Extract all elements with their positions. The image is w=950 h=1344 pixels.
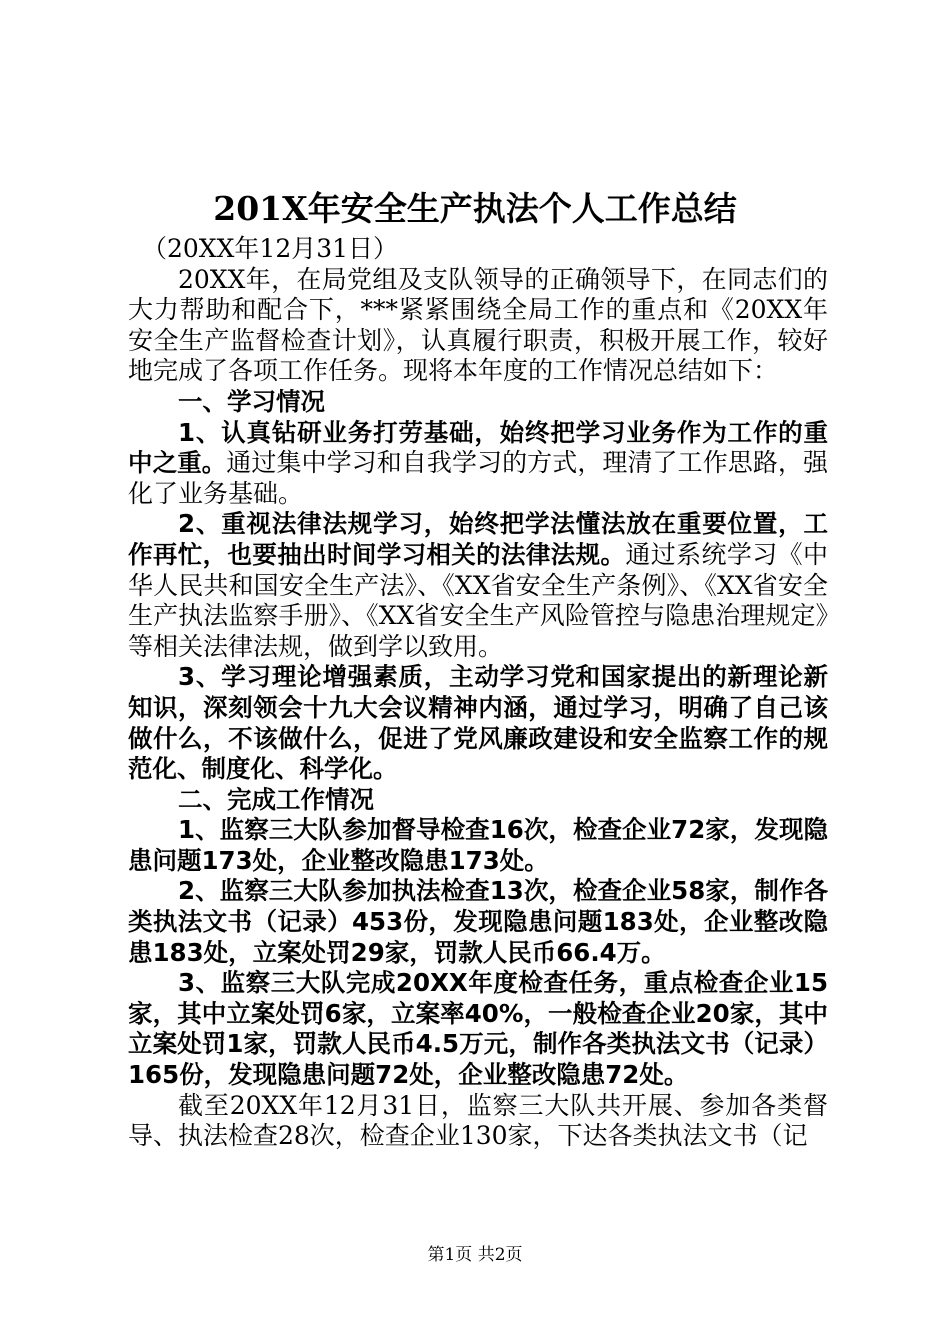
section-heading-study: 一、学习情况 [178,386,325,416]
closing-paragraph: 截至20XX年12月31日，监察三大队共开展、参加各类督导、执法检查28次，检查企业130家，下达各类执法文书（记 [128,1090,828,1151]
intro-paragraph: 20XX年，在局党组及支队领导的正确领导下，在同志们的大力帮助和配合下，***紧紧围绕全局工作的重点和《20XX年安全生产监督检查计划》，认真履行职责，积极开展工作，较好地完成了各项工作任务。现将本年度的工作情况总结如下： [128,264,828,386]
study-item-2-lead: 2、重视法律法规学习，始终把学法懂法放在重要位置，工作再忙，也要抽出时间学习相关的法律法规。 [128,509,828,569]
document-title: 201X年安全生产执法个人工作总结 [213,189,737,228]
page-footer: 第1页 共2页 [427,1245,523,1265]
study-item-2-detail: 通过系统学习《中华人民共和国安全生产法》、《XX省安全生产条例》、《XX省安全生产执法监察手册》、《XX省安全生产风险管控与隐患治理规定》等相关法律法规，做到学以致用。 [128,539,828,661]
study-item-3: 3、学习理论增强素质，主动学习党和国家提出的新理论新知识，深刻领会十九大会议精神内涵，通过学习，明确了自己该做什么，不该做什么，促进了党风廉政建设和安全监察工作的规范化、制度化、科学化。 [128,662,828,784]
work-item-2: 2、监察三大队参加执法检查13次，检查企业58家，制作各类执法文书（记录）453份，发现隐患问题183处，企业整改隐患183处，立案处罚29家，罚款人民币66.4万。 [128,876,828,967]
study-item-2 [128,509,828,662]
document-body [128,234,828,1152]
study-item-1 [128,418,828,510]
work-item-3: 3、监察三大队完成20XX年度检查任务，重点检查企业15家，其中立案处罚6家，立案率40%，一般检查企业20家，其中立案处罚1家，罚款人民币4.5万元，制作各类执法文书（记录）165份，发现隐患问题72处，企业整改隐患72处。 [128,968,828,1090]
study-item-1-detail: 通过集中学习和自我学习的方式，理清了工作思路，强化了业务基础。 [128,448,828,508]
work-item-1: 1、监察三大队参加督导检查16次，检查企业72家，发现隐患问题173处，企业整改隐患173处。 [128,815,828,875]
section-heading-work: 二、完成工作情况 [178,784,374,814]
study-item-1-lead: 1、认真钻研业务打劳基础，始终把学习业务作为工作的重中之重。 [128,417,828,478]
document-date: （20XX年12月31日） [142,234,399,263]
